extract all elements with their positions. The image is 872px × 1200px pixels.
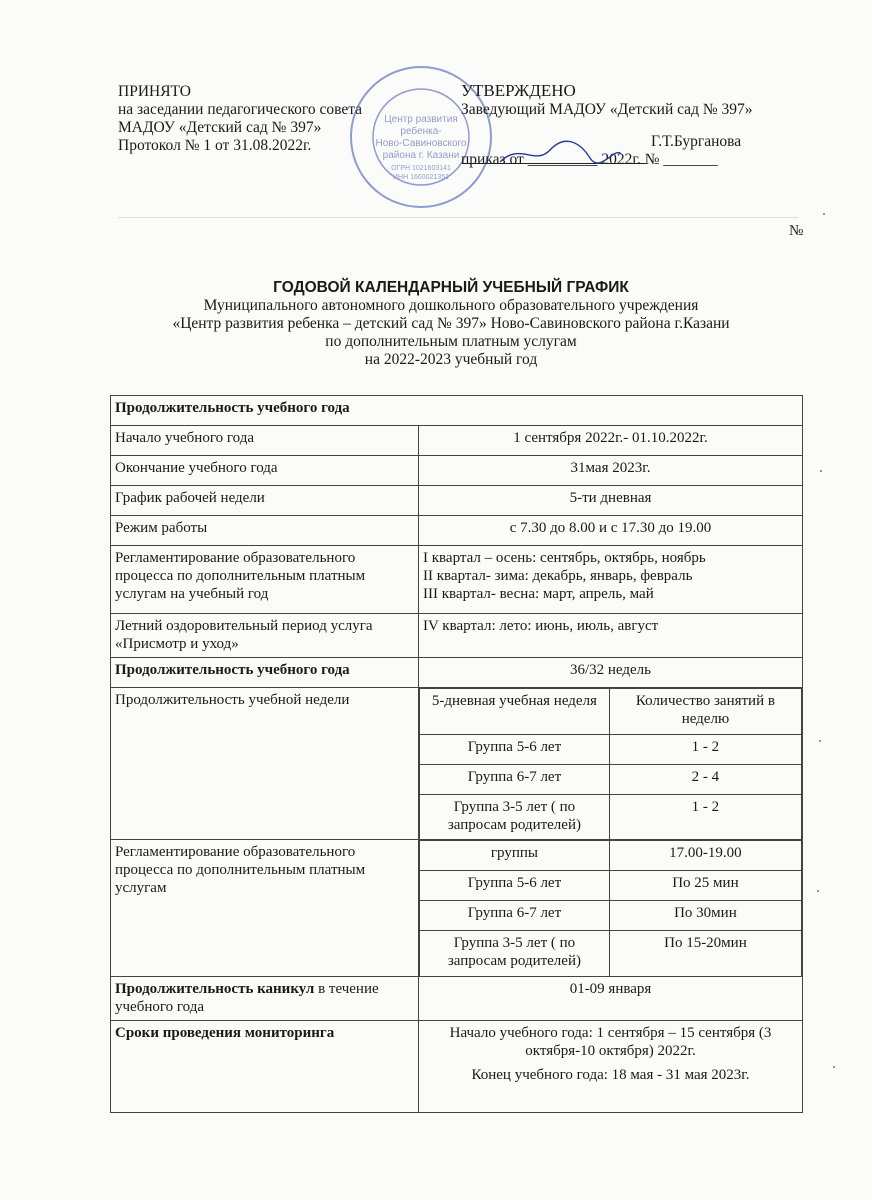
subtable-header: Количество занятий в неделю	[609, 689, 801, 735]
svg-text:ребенка-: ребенка-	[400, 126, 442, 137]
table-row	[111, 426, 803, 456]
table-row	[111, 486, 803, 516]
svg-text:ОГРН 1021603141: ОГРН 1021603141	[391, 165, 451, 172]
approved-order: приказ от _________.2022г. № _______	[461, 151, 718, 168]
group-value: По 15-20мин	[609, 930, 801, 976]
approved-signer: Г.Т.Бурганова	[651, 133, 742, 150]
row-value	[419, 1021, 803, 1113]
row-label: График рабочей недели	[111, 486, 419, 516]
table-row	[111, 614, 803, 658]
table-row	[111, 456, 803, 486]
subtable-cell	[419, 839, 803, 977]
table-row	[111, 546, 803, 614]
group-value: По 30мин	[609, 900, 801, 930]
row-label: Летний оздоровительный период услуга «Присмотр и уход»	[111, 614, 419, 658]
row-label: Сроки проведения мониторинга	[111, 1021, 419, 1113]
scan-speck	[820, 470, 822, 472]
monitoring-end: Конец учебного года: 18 мая - 31 мая 2023г.	[471, 1067, 750, 1083]
section-heading: Продолжительность учебного года	[111, 396, 803, 426]
table-row	[111, 1021, 803, 1113]
document-title	[100, 279, 802, 369]
subtable-cell	[419, 688, 803, 840]
group-value: 1 - 2	[609, 795, 801, 839]
group-value: 17.00-19.00	[609, 840, 801, 870]
table-row	[111, 977, 803, 1021]
signature-scribble	[495, 136, 625, 170]
group-name: Группа 6-7 лет	[420, 765, 610, 795]
scan-speck	[823, 213, 825, 215]
group-value: 1 - 2	[609, 735, 801, 765]
table-row	[111, 839, 803, 977]
row-value: 36/32 недель	[419, 658, 803, 688]
duration-subtable	[419, 840, 802, 977]
subtable-header: 5-дневная учебная неделя	[420, 689, 610, 735]
svg-text:ИНН 1660021351: ИНН 1660021351	[392, 174, 450, 181]
quarter-3: III квартал- весна: март, апрель, май	[423, 586, 654, 602]
approved-title: УТВЕРЖДЕНО	[461, 81, 576, 100]
accepted-line2: МАДОУ «Детский сад № 397»	[118, 119, 322, 136]
number-sign: №	[789, 223, 804, 239]
quarter-1: I квартал – осень: сентябрь, октябрь, ноябрь	[423, 550, 706, 566]
row-value: 1 сентября 2022г.- 01.10.2022г.	[419, 426, 803, 456]
group-name: Группа 5-6 лет	[420, 735, 610, 765]
schedule-table	[110, 395, 803, 1113]
monitoring-start: Начало учебного года: 1 сентября – 15 сентября (3 октября-10 октября) 2022г.	[449, 1025, 772, 1059]
label-bold: Продолжительность каникул	[115, 981, 315, 997]
row-label: Регламентирование образовательного процесса по дополнительным платным услугам на учебный год	[111, 546, 419, 614]
svg-text:района г. Казани: района г. Казани	[382, 150, 460, 161]
row-value: 5-ти дневная	[419, 486, 803, 516]
group-name: Группа 3-5 лет ( по запросам родителей)	[420, 930, 610, 976]
table-row	[111, 688, 803, 840]
weekly-subtable	[419, 688, 802, 839]
row-value: 01-09 января	[419, 977, 803, 1021]
svg-text:Ново-Савиновского: Ново-Савиновского	[375, 138, 467, 149]
title-main: ГОДОВОЙ КАЛЕНДАРНЫЙ УЧЕБНЫЙ ГРАФИК	[273, 279, 629, 296]
row-value: 31мая 2023г.	[419, 456, 803, 486]
group-value: 2 - 4	[609, 765, 801, 795]
row-label: Продолжительность учебного года	[111, 658, 419, 688]
row-label: Режим работы	[111, 516, 419, 546]
approved-line1: Заведующий МАДОУ «Детский сад № 397»	[461, 101, 753, 118]
accepted-line1: на заседании педагогического совета	[118, 101, 363, 118]
row-value: IV квартал: лето: июнь, июль, август	[419, 614, 803, 658]
scan-speck	[817, 890, 819, 892]
row-label: Окончание учебного года	[111, 456, 419, 486]
svg-text:Центр развития: Центр развития	[384, 114, 458, 125]
row-label: Регламентирование образовательного процесса по дополнительным платным услугам	[111, 839, 419, 977]
table-row	[111, 516, 803, 546]
accepted-line3: Протокол № 1 от 31.08.2022г.	[118, 137, 312, 154]
title-line3: «Центр развития ребенка – детский сад № 397» Ново-Савиновского района г.Казани	[172, 315, 730, 332]
table-row	[111, 658, 803, 688]
scan-speck	[833, 1066, 835, 1068]
accepted-title: ПРИНЯТО	[118, 83, 191, 100]
group-name: группы	[420, 840, 610, 870]
group-value: По 25 мин	[609, 870, 801, 900]
title-line4: по дополнительным платным услугам	[325, 333, 577, 350]
group-name: Группа 6-7 лет	[420, 900, 610, 930]
row-label: Начало учебного года	[111, 426, 419, 456]
row-value	[419, 546, 803, 614]
row-label: Продолжительность учебной недели	[111, 688, 419, 840]
row-label	[111, 977, 419, 1021]
table-row	[111, 396, 803, 426]
row-value: с 7.30 до 8.00 и с 17.30 до 19.00	[419, 516, 803, 546]
label-rest: в течение учебного года	[115, 981, 379, 1015]
title-line5: на 2022-2023 учебный год	[364, 351, 538, 368]
scan-speck	[819, 740, 821, 742]
group-name: Группа 5-6 лет	[420, 870, 610, 900]
separator	[118, 217, 798, 218]
quarter-2: II квартал- зима: декабрь, январь, февраль	[423, 568, 693, 584]
group-name: Группа 3-5 лет ( по запросам родителей)	[420, 795, 610, 839]
title-line2: Муниципального автономного дошкольного образовательного учреждения	[203, 297, 699, 314]
